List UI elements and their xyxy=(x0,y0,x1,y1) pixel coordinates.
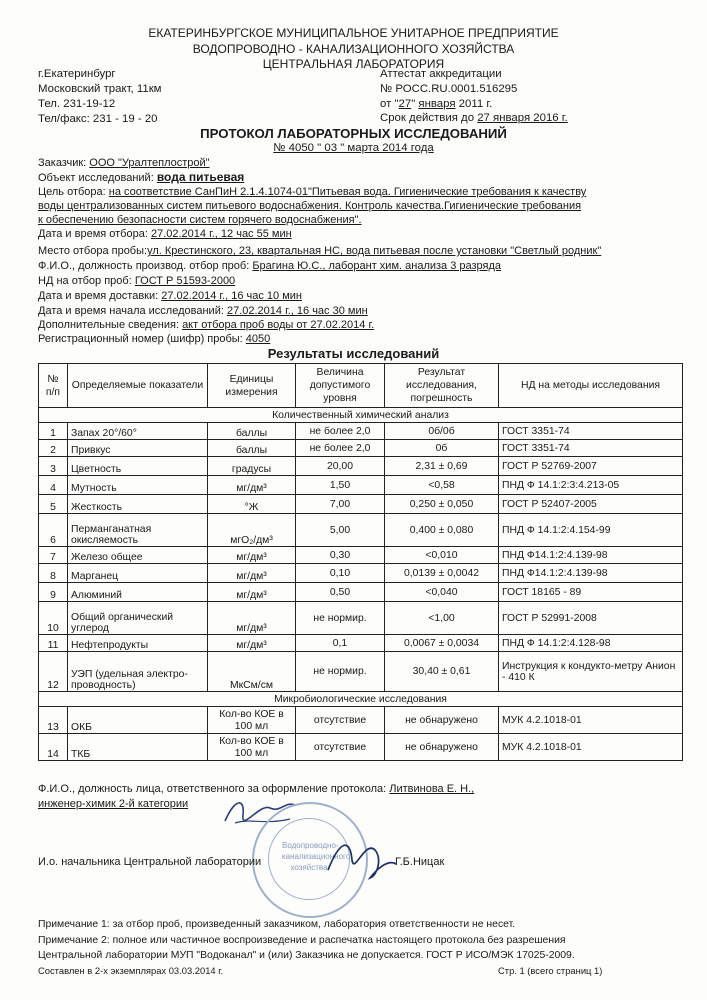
cell-result: <0,040 xyxy=(385,583,499,602)
table-row xyxy=(39,583,683,602)
cell-indicator: Марганец xyxy=(68,564,208,583)
section-row-micro xyxy=(39,692,683,707)
cell-number: 5 xyxy=(39,495,68,514)
cell-result: 0,250 ± 0,050 xyxy=(385,495,499,514)
cell-limit: не более 2,0 xyxy=(296,440,385,457)
col-header-unit: Единицы измерения xyxy=(208,364,296,408)
responsible: Ф.И.О., должность лица, ответственного за оформление протокола: Литвинова Е. Н., xyxy=(38,783,475,795)
research-start: Дата и время начала исследований: 27.02.2014 г., 16 час 30 мин xyxy=(38,305,368,317)
col-header-number: № п/п xyxy=(39,364,68,408)
cell-indicator: Жесткость xyxy=(68,495,208,514)
cell-unit: мг/дм³ xyxy=(208,564,296,583)
cell-method: ПНД Ф 14.1:2:4.154-99 xyxy=(499,514,683,547)
object: Объект исследований: вода питьевая xyxy=(38,170,245,184)
cell-indicator: Железо общее xyxy=(68,547,208,564)
table-row xyxy=(39,514,683,547)
cell-unit: градусы xyxy=(208,457,296,476)
protocol-number: № 4050 " 03 " марта 2014 года xyxy=(273,142,434,154)
cell-number: 7 xyxy=(39,547,68,564)
cell-result: <1,00 xyxy=(385,602,499,635)
city: г.Екатеринбург xyxy=(38,68,116,80)
cell-indicator: Цветность xyxy=(68,457,208,476)
cell-limit: не нормир. xyxy=(296,602,385,635)
cell-limit: отсутствие xyxy=(296,707,385,734)
table-row xyxy=(39,635,683,652)
table-row xyxy=(39,495,683,514)
col-header-indicator: Определяемые показатели xyxy=(68,364,208,408)
cell-result: <0,010 xyxy=(385,547,499,564)
sampling-place: Место отбора пробы:ул. Крестинского, 23, квартальная НС, вода питьевая после установки "Светлый родник" xyxy=(38,245,602,257)
section-row-chemical xyxy=(39,408,683,423)
cell-unit: мг/дм³ xyxy=(208,635,296,652)
cell-limit: 5,00 xyxy=(296,514,385,547)
cell-method: МУК 4.2.1018-01 xyxy=(499,734,683,761)
cell-method: Инструкция к кондукто-метру Анион - 410 К xyxy=(499,652,683,692)
accreditation-validity: Срок действия до 27 января 2016 г. xyxy=(380,112,568,124)
cell-limit: отсутствие xyxy=(296,734,385,761)
purpose-line2: воды централизованных систем питьевого водоснабжения. Контроль качества.Гигиенические требования xyxy=(38,200,582,212)
cell-unit: мг/дм³ xyxy=(208,583,296,602)
head-name: Г.Б.Ницак xyxy=(395,856,445,868)
cell-method: ПНД Ф14.1:2:4.139-98 xyxy=(499,547,683,564)
cell-limit: не более 2,0 xyxy=(296,423,385,440)
cell-result: 0,0139 ± 0,0042 xyxy=(385,564,499,583)
cell-method: ПНД Ф14.1:2:4.139-98 xyxy=(499,564,683,583)
note-1: Примечание 1: за отбор проб, произведенный заказчиком, лаборатория ответственности не несет. xyxy=(38,919,516,930)
cell-method: ГОСТ 3351-74 xyxy=(499,423,683,440)
cell-indicator: Нефтепродукты xyxy=(68,635,208,652)
table-row xyxy=(39,652,683,692)
registration-number: Регистрационный номер (шифр) пробы: 4050 xyxy=(38,333,271,345)
cell-limit: 7,00 xyxy=(296,495,385,514)
cell-number: 11 xyxy=(39,635,68,652)
cell-method: МУК 4.2.1018-01 xyxy=(499,707,683,734)
cell-method: ПНД Ф 14.1:2:4.128-98 xyxy=(499,635,683,652)
cell-indicator: Привкус xyxy=(68,440,208,457)
cell-limit: 0,10 xyxy=(296,564,385,583)
cell-indicator: ОКБ xyxy=(68,707,208,734)
delivery-datetime: Дата и время доставки: 27.02.2014 г., 16 час 10 мин xyxy=(38,290,302,302)
cell-number: 3 xyxy=(39,457,68,476)
cell-result: 0,400 ± 0,080 xyxy=(385,514,499,547)
street: Московский тракт, 11км xyxy=(38,83,162,95)
responsible-position: инженер-химик 2-й категории xyxy=(38,798,189,810)
cell-number: 8 xyxy=(39,564,68,583)
accreditation-label: Аттестат аккредитации xyxy=(380,68,502,80)
purpose-line1: Цель отбора: на соответствие СанПиН 2.1.4.1074-01"Питьевая вода. Гигиенические требования к качеству xyxy=(38,186,587,198)
col-header-limit: Величина допустимого уровня xyxy=(296,364,385,408)
results-table xyxy=(38,363,683,761)
sampling-datetime: Дата и время отбора: 27.02.2014 г., 12 час 55 мин xyxy=(38,228,292,240)
cell-limit: не нормир. xyxy=(296,652,385,692)
cell-unit: мг/дм³ xyxy=(208,547,296,564)
cell-indicator: Перманганатная окисляемость xyxy=(68,514,208,547)
fax: Тел/факс: 231 - 19 - 20 xyxy=(38,113,158,125)
cell-result: 0,0067 ± 0,0034 xyxy=(385,635,499,652)
cell-result: 0б/0б xyxy=(385,423,499,440)
cell-limit: 0,50 xyxy=(296,583,385,602)
cell-indicator: ТКБ xyxy=(68,734,208,761)
note-2-line2: Центральной лаборатории МУП "Водоканал" и (или) Заказчика не допускается. ГОСТ Р ИСО/МЭК 17025-2009. xyxy=(38,950,575,961)
cell-unit: мгО₂/дм³ xyxy=(208,514,296,547)
cell-indicator: УЭП (удельная электро-проводность) xyxy=(68,652,208,692)
cell-unit: Кол-во КОЕ в 100 мл xyxy=(208,707,296,734)
table-row xyxy=(39,602,683,635)
results-title: Результаты исследований xyxy=(267,346,440,361)
org-name-line2: ВОДОПРОВОДНО - КАНАЛИЗАЦИОННОГО ХОЗЯЙСТВА xyxy=(192,42,515,56)
accreditation-date: от "27" января 2011 г. xyxy=(380,98,493,110)
cell-number: 2 xyxy=(39,440,68,457)
cell-limit: 0,30 xyxy=(296,547,385,564)
cell-indicator: Мутность xyxy=(68,476,208,495)
cell-unit: мг/дм³ xyxy=(208,602,296,635)
cell-method: ГОСТ Р 52407-2005 xyxy=(499,495,683,514)
section-chemical: Количественный химический анализ xyxy=(39,408,683,423)
additional-info: Дополнительные сведения: акт отбора проб воды от 27.02.2014 г. xyxy=(38,319,375,331)
cell-limit: 1,50 xyxy=(296,476,385,495)
signature-head xyxy=(320,830,400,885)
note-2-line1: Примечание 2: полное или частичное воспроизведение и распечатка настоящего протокола без разрешения xyxy=(38,935,566,946)
cell-indicator: Запах 20°/60° xyxy=(68,423,208,440)
cell-method: ГОСТ 18165 - 89 xyxy=(499,583,683,602)
cell-number: 10 xyxy=(39,602,68,635)
table-row xyxy=(39,547,683,564)
cell-number: 14 xyxy=(39,734,68,761)
org-name-line1: ЕКАТЕРИНБУРГСКОЕ МУНИЦИПАЛЬНОЕ УНИТАРНОЕ ПРЕДПРИЯТИЕ xyxy=(148,26,559,40)
cell-result: 30,40 ± 0,61 xyxy=(385,652,499,692)
cell-unit: мг/дм³ xyxy=(208,476,296,495)
cell-number: 9 xyxy=(39,583,68,602)
cell-method: ГОСТ Р 52991-2008 xyxy=(499,602,683,635)
cell-unit: МкСм/см xyxy=(208,652,296,692)
customer: Заказчик: ООО "Уралтеплострой" xyxy=(38,157,210,169)
cell-result: 2,31 ± 0,69 xyxy=(385,457,499,476)
cell-unit: Кол-во КОЕ в 100 мл xyxy=(208,734,296,761)
cell-limit: 0,1 xyxy=(296,635,385,652)
table-row xyxy=(39,440,683,457)
table-row xyxy=(39,707,683,734)
cell-result: <0,58 xyxy=(385,476,499,495)
cell-result: 0б xyxy=(385,440,499,457)
table-row xyxy=(39,564,683,583)
cell-method: ГОСТ Р 52769-2007 xyxy=(499,457,683,476)
cell-number: 6 xyxy=(39,514,68,547)
cell-unit: °Ж xyxy=(208,495,296,514)
copies-note: Составлен в 2-х экземплярах 03.03.2014 г. xyxy=(38,965,224,976)
accreditation-number: № РОСС.RU.0001.516295 xyxy=(380,83,518,95)
table-row xyxy=(39,423,683,440)
cell-number: 1 xyxy=(39,423,68,440)
col-header-result: Результат исследования, погрешность xyxy=(385,364,499,408)
table-row xyxy=(39,476,683,495)
cell-indicator: Общий органический углерод xyxy=(68,602,208,635)
cell-number: 4 xyxy=(39,476,68,495)
cell-method: ГОСТ 3351-74 xyxy=(499,440,683,457)
purpose-line3: к обеспечению безопасности систем горячего водоснабжения". xyxy=(38,214,362,226)
cell-result: не обнаружено xyxy=(385,734,499,761)
cell-limit: 20,00 xyxy=(296,457,385,476)
section-micro: Микробиологические исследования xyxy=(39,692,683,707)
cell-indicator: Алюминий xyxy=(68,583,208,602)
cell-unit: баллы xyxy=(208,440,296,457)
cell-unit: баллы xyxy=(208,423,296,440)
phone: Тел. 231-19-12 xyxy=(38,98,116,110)
cell-number: 13 xyxy=(39,707,68,734)
table-row xyxy=(39,457,683,476)
cell-number: 12 xyxy=(39,652,68,692)
stamp-text: Водопроводно-канализационного хозяйства xyxy=(282,841,351,872)
table-header-row xyxy=(39,364,683,408)
table-row xyxy=(39,734,683,761)
head-position: И.о. начальника Центральной лаборатории xyxy=(38,856,262,868)
cell-method: ПНД Ф 14.1:2:3:4.213-05 xyxy=(499,476,683,495)
protocol-title: ПРОТОКОЛ ЛАБОРАТОРНЫХ ИССЛЕДОВАНИЙ xyxy=(200,126,507,141)
sampling-standard: НД на отбор проб: ГОСТ Р 51593-2000 xyxy=(38,275,236,287)
sampler: Ф.И.О., должность производ. отбор проб: Брагина Ю.С., лаборант хим. анализа 3 разряда xyxy=(38,260,502,272)
org-name-line3: ЦЕНТРАЛЬНАЯ ЛАБОРАТОРИЯ xyxy=(262,57,445,71)
cell-result: не обнаружено xyxy=(385,707,499,734)
col-header-method: НД на методы исследования xyxy=(499,364,683,408)
page-number: Стр. 1 (всего страниц 1) xyxy=(498,965,603,976)
